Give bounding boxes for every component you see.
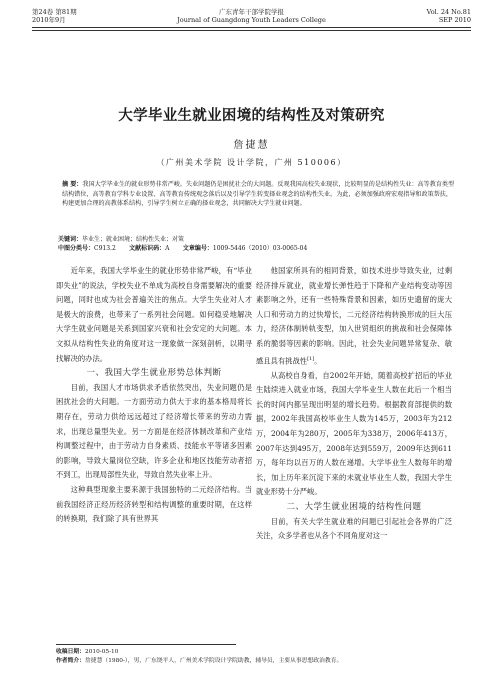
article-metadata xyxy=(58,235,455,253)
received-date: 收稿日期：2010-05-10 xyxy=(56,649,119,655)
author-bio: 作者简介：詹捷慧（1980-），男，广东饶平人，广州美术学院设计学院助教，辅导员，主要从事思想政治教育。 xyxy=(56,658,343,664)
paragraph: 目前，有关大学生就业难的问题已引起社会各界的广泛关注，众多学者也从各个不同角度对这一 xyxy=(256,516,452,541)
paragraph: 他国家所具有的相同背景，如技术进步导致失业，过剩经济排斥就业，就业增长弹性趋于下降和产业结构变动等因素影响之外，还有一些特殊背景和因素，如历史遗留的庞大人口和劳动力的过快增长，二元经济结构转换形成的巨大压力，经济体制转轨变型，加入世贸组织的挑战和社会保障体系的脆弱等因素的影响。因此，社会失业问题异常复杂、敏感且具有挑战性[1]。 xyxy=(256,266,452,365)
body-column-right xyxy=(256,264,452,544)
body-column-left xyxy=(56,264,252,527)
section-heading: 一、我国大学生就业形势总体判断 xyxy=(86,368,222,379)
author-affiliation: （广州美术学院 设计学院，广州 510006） xyxy=(156,158,347,167)
header-rule-thin xyxy=(32,30,471,31)
header-journal-name: 广东青年干部学院学报 Journal of Guangdong Youth Leaders College xyxy=(177,8,326,24)
footnote xyxy=(56,648,455,666)
footnote-rule xyxy=(56,644,236,645)
header-rule xyxy=(32,27,471,28)
keywords: 关键词：毕业生；就业困境；结构性失业；对策 xyxy=(58,236,185,243)
abstract-label: 摘 要： xyxy=(62,181,83,188)
paragraph: 这种典型现象主要来源于我国独特的二元经济结构。当前我国经济正经历经济转型和结构调整的重要时期，在这样的转换期，我们除了具有世界其 xyxy=(56,484,252,524)
article-title: 大学毕业生就业困境的结构性及对策研究 xyxy=(118,108,385,124)
citation-ref: [1] xyxy=(307,355,315,362)
header-volume-info: 第24卷 第81期 2010年9月 xyxy=(32,8,77,24)
abstract-text: 我国大学毕业生的就业形势非常严峻。失业问题仍是困扰社会的大问题。反观我国高校失业现状，比较明显的是结构性失业：高等教育类型结构错位，高等教育学科专业设置、高等教育传统观念落后以及引导学生转变择业观念的结构性失业。为此，必须加强政府宏观指导和政策帮扶，构建更加合理的高教体系结构，引导学生树立正确的择业观念，共同解决大学生就业问题。 xyxy=(62,181,455,208)
abstract xyxy=(62,180,455,209)
section-heading: 二、大学生就业困境的结构性问题 xyxy=(286,501,422,512)
classification-line: 中图分类号：C913.2 文献标识码：A 文章编号：1009-5446（2010）03-0065-04 xyxy=(58,245,308,252)
paragraph: 近年来，我国大学毕业生的就业形势非常严峻，有“毕业即失业”的说法，学校失业不单成为高校自身需要解决的重要问题，同时也成为社会普遍关注的焦点。大学生失业对人才是极大的浪费，也带来了一系列社会问题。如何稳妥地解决大学生就业问题是关系到国家兴衰和社会安定的大问题。本文拟从结构性失业的角度对这一现象做一深刻剖析，以期寻找解决的办法。 xyxy=(56,266,252,363)
paragraph: 从高校自身看，自2002年开始，随着高校扩招后的毕业生陆续进入就业市场，我国大学毕业生人数在此后一个相当长的时间内都呈现出明显的增长趋势。根据教育部提供的数据，2002年我国高校毕业生人数为145万，2003年为212万，2004年为280万，2005年为338万，2006年413万，2007年达到495万，2008年达到559万，2009年达到611万，每年均以百万的人数在递增。大学毕业生人数每年的增长，加上历年来沉淀下来的未就业毕业生人数，我国大学生就业形势十分严峻。 xyxy=(256,370,452,497)
header-volume-info-en: Vol. 24 No.81 SEP 2010 xyxy=(426,8,471,24)
paragraph: 目前，我国人才市场供求矛盾依然突出，失业问题仍是困扰社会的大问题。一方面劳动力供大于求的基本格局将长期存在，劳动力供给远远超过了经济增长带来的劳动力需求，出现总量型失业。另一方面是在经济体制改革和产业结构调整过程中，由于劳动力自身素质、技能水平等诸多因素的影响，导致大量岗位空缺，许多企业和地区技能劳动者招不到工，出现局部性失业，导致自然失业率上升。 xyxy=(56,382,252,480)
author-name: 詹捷慧 xyxy=(233,140,270,151)
